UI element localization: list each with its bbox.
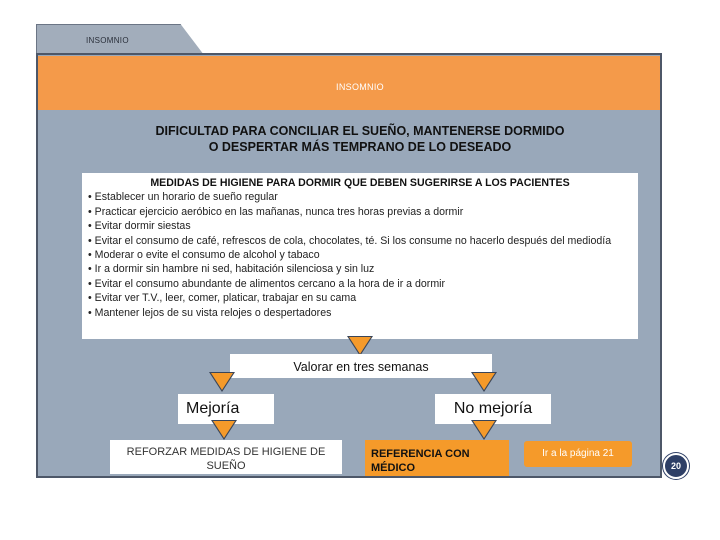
list-item: • Mantener lejos de su vista relojes o despertadores (88, 306, 632, 320)
hygiene-measures-box (82, 173, 638, 339)
arrow-down-icon (213, 421, 235, 438)
improvement-box: Mejoría (178, 394, 274, 424)
page-number-badge: 20 (663, 453, 689, 479)
no-improvement-box: No mejoría (435, 394, 551, 424)
reinforce-measures-box: REFORZAR MEDIDAS DE HIGIENE DE SUEÑO (110, 440, 342, 474)
arrow-down-icon (473, 373, 495, 390)
goto-page-button[interactable]: Ir a la página 21 (524, 441, 632, 467)
list-item: • Evitar ver T.V., leer, comer, platicar, trabajar en su cama (88, 291, 632, 305)
list-item: • Evitar dormir siestas (88, 219, 632, 233)
header-title: INSOMNIO (336, 82, 384, 92)
list-item: • Ir a dormir sin hambre ni sed, habitación silenciosa y sin luz (88, 262, 632, 276)
list-item: • Establecer un horario de sueño regular (88, 190, 632, 204)
definition-line-2: O DESPERTAR MÁS TEMPRANO DE LO DESEADO (208, 140, 512, 154)
measures-title: MEDIDAS DE HIGIENE PARA DORMIR QUE DEBEN SUGERIRSE A LOS PACIENTES (150, 177, 570, 189)
medical-referral-box: REFERENCIA CON MÉDICO (365, 440, 509, 476)
arrow-down-icon (473, 421, 495, 438)
measures-list (88, 190, 632, 320)
evaluate-box: Valorar en tres semanas (230, 354, 492, 378)
arrow-down-icon (349, 337, 371, 354)
list-item: • Evitar el consumo de café, refrescos de cola, chocolates, té. Si los consume no hacerlo después del mediodía (88, 234, 632, 248)
list-item: • Moderar o evite el consumo de alcohol y tabaco (88, 248, 632, 262)
definition-line-1: DIFICULTAD PARA CONCILIAR EL SUEÑO, MANTENERSE DORMIDO (155, 124, 565, 138)
definition-text (90, 123, 630, 155)
section-tab-label: INSOMNIO (86, 36, 129, 45)
arrow-down-icon (211, 373, 233, 390)
list-item: • Practicar ejercicio aeróbico en las mañanas, nunca tres horas previas a dormir (88, 205, 632, 219)
list-item: • Evitar el consumo abundante de alimentos cercano a la hora de ir a dormir (88, 277, 632, 291)
